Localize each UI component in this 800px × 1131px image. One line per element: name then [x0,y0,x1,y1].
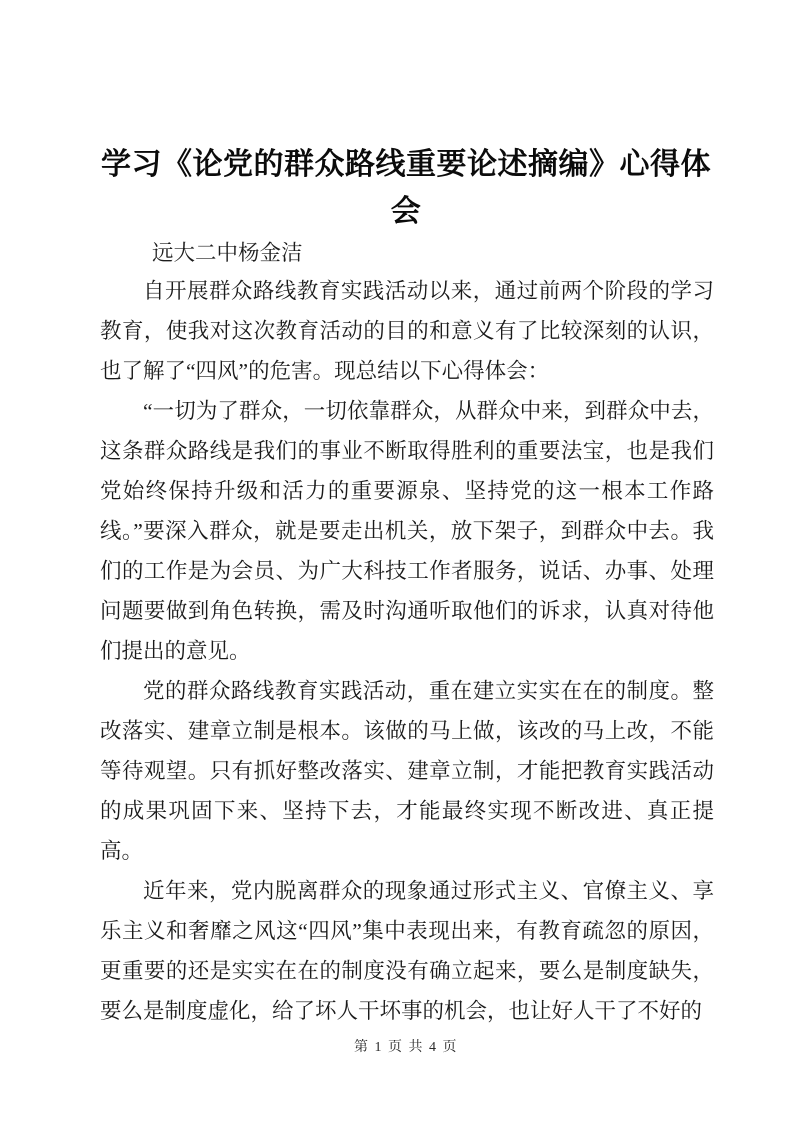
page-footer [100,1036,712,1060]
paragraph-4: 近年来，党内脱离群众的现象通过形式主义、官僚主义、享乐主义和奢靡之风这“四风”集中表现出来，有教育疏忽的原因，更重要的还是实实在在的制度没有确立起来，要么是制度缺失，要么是制度虚化，给了坏人干坏事的机会，也让好人干了不好的 [100,879,714,1023]
paragraph-2: “一切为了群众，一切依靠群众，从群众中来，到群众中去，这条群众路线是我们的事业不断取得胜利的重要法宝，也是我们党始终保持升级和活力的重要源泉、坚持党的这一根本工作路线。”要深入群众，就是要走出机关，放下架子，到群众中去。我们的工作是为会员、为广大科技工作者服务，说话、办事、处理问题要做到角色转换，需及时沟通听取他们的诉求，认真对待他们提出的意见。 [100,399,714,663]
author-byline: 远大二中杨金洁 [152,241,303,265]
paragraph-3: 党的群众路线教育实践活动，重在建立实实在在的制度。整改落实、建章立制是根本。该做的马上做，该改的马上改，不能等待观望。只有抓好整改落实、建章立制，才能把教育实践活动的成果巩固下来、坚持下去，才能最终实现不断改进、真正提高。 [100,679,714,863]
page-number-label: 第 1 页 共 4 页 [354,1040,458,1055]
paragraph-1: 自开展群众路线教育实践活动以来，通过前两个阶段的学习教育，使我对这次教育活动的目的和意义有了比较深刻的认识，也了解了“四风”的危害。现总结以下心得体会： [100,279,714,383]
document-title: 学习《论党的群众路线重要论述摘编》心得体会 [101,148,711,228]
document-body [100,271,714,1031]
